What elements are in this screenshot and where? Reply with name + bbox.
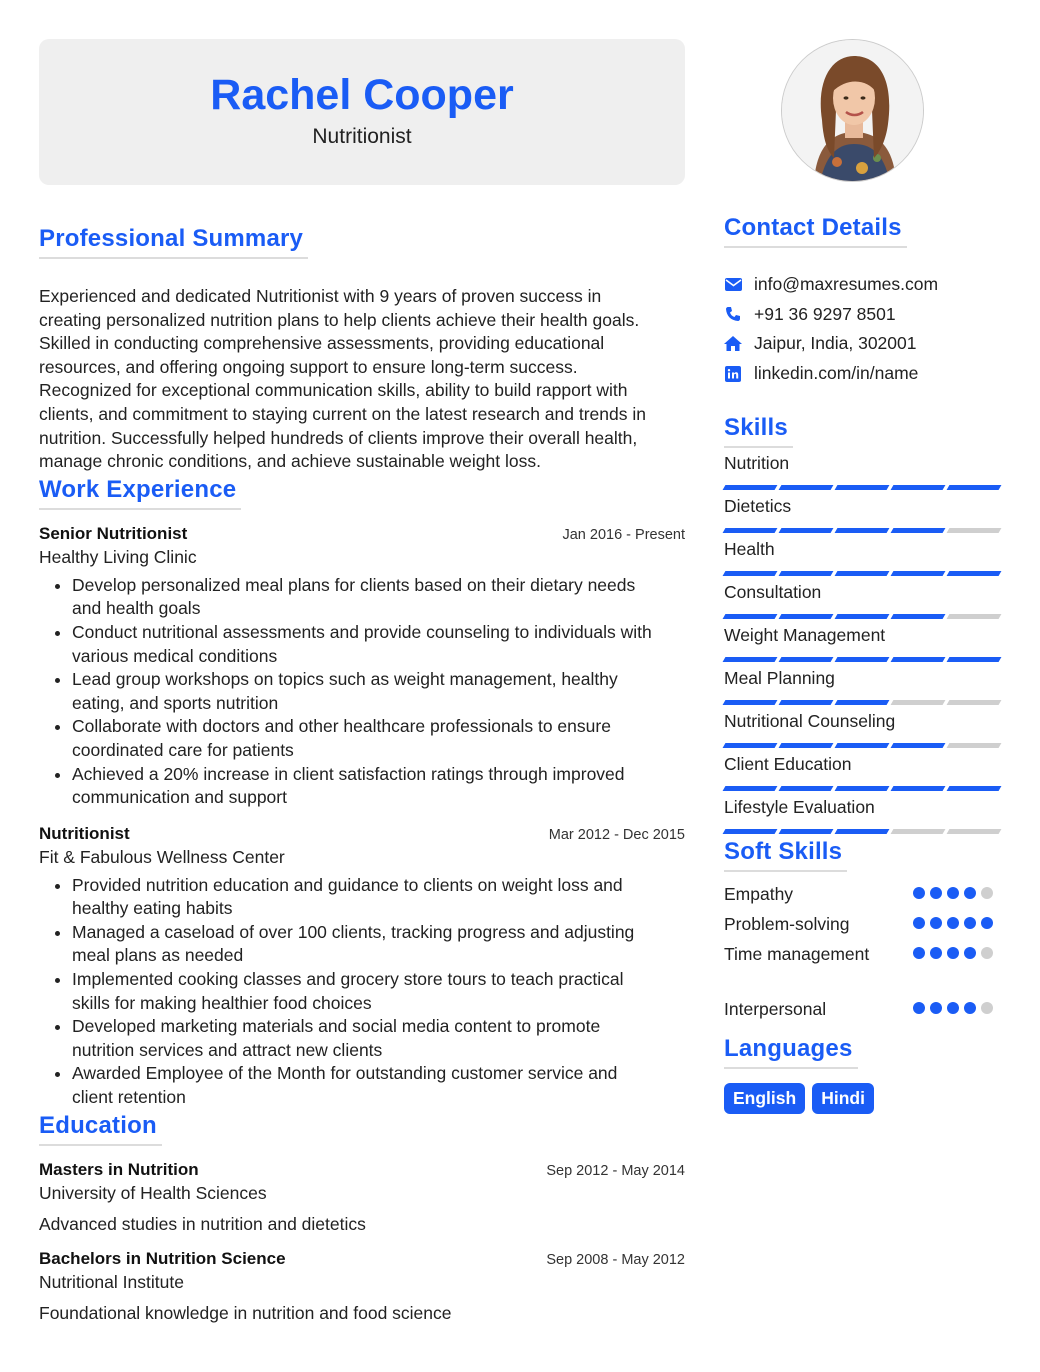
education-date: Sep 2012 - May 2014 <box>546 1162 685 1179</box>
skill-level-segment <box>779 528 834 533</box>
skill-level-segment <box>891 829 946 834</box>
contact-address-text: Jaipur, India, 302001 <box>754 333 917 354</box>
bullet-line: communication and support <box>72 787 287 808</box>
skill-row <box>724 624 1000 667</box>
bullet-line: • Achieved a 20% increase in client satisfaction ratings through improved <box>72 763 625 784</box>
summary-line: creating personalized nutrition plans to help clients achieve their health goals. <box>39 309 640 330</box>
soft-skill-rating <box>913 1002 993 1014</box>
soft-skill-name: Problem-solving <box>724 914 850 935</box>
skill-level-segment <box>779 743 834 748</box>
skill-level-segment <box>891 786 946 791</box>
skill-level-segment <box>723 700 778 705</box>
education-entry <box>39 1160 685 1235</box>
rating-dot <box>964 917 976 929</box>
skill-level-segment <box>835 829 890 834</box>
skill-level-segment <box>891 485 946 490</box>
skill-level-segment <box>779 614 834 619</box>
bullet-line: • Collaborate with doctors and other healthcare professionals to ensure <box>72 716 611 737</box>
rating-dot <box>981 917 993 929</box>
skill-level-segment <box>835 786 890 791</box>
skill-row <box>724 796 1000 839</box>
list-item <box>72 968 685 1015</box>
skill-level-segment <box>947 829 1002 834</box>
summary-line: resources, and offering ongoing support to ensure long-term success. <box>39 356 578 377</box>
skill-level-segment <box>835 743 890 748</box>
skill-level-segment <box>891 571 946 576</box>
job-entry <box>39 524 685 810</box>
job-bullets <box>39 574 685 810</box>
skill-level-segment <box>723 743 778 748</box>
skill-row <box>724 538 1000 581</box>
bullet-line: and health goals <box>72 598 201 619</box>
summary-line: Skilled in conducting comprehensive assessments, providing educational <box>39 333 605 354</box>
rating-dot <box>947 887 959 899</box>
rating-dot <box>930 1002 942 1014</box>
skill-name: Meal Planning <box>724 668 835 689</box>
soft-skill-row <box>724 999 1000 1035</box>
skill-level-segment <box>947 528 1002 533</box>
skill-level-segment <box>779 571 834 576</box>
education-entry <box>39 1249 685 1324</box>
job-title: Senior Nutritionist <box>39 523 188 543</box>
skill-level-bar <box>724 528 1000 533</box>
skill-row <box>724 667 1000 710</box>
education-description: Advanced studies in nutrition and dietetics <box>39 1213 366 1234</box>
summary-line: Recognized for exceptional communication skills, ability to build rapport with <box>39 380 628 401</box>
bullet-line: eating, and sports nutrition <box>72 692 279 713</box>
job-date: Mar 2012 - Dec 2015 <box>548 826 685 843</box>
skill-level-bar <box>724 743 1000 748</box>
list-item <box>72 1015 685 1062</box>
rating-dot <box>913 887 925 899</box>
skill-level-segment <box>835 528 890 533</box>
bullet-line: • Developed marketing materials and social media content to promote <box>72 1016 601 1037</box>
skill-row <box>724 581 1000 624</box>
soft-skill-name: Time management <box>724 944 870 965</box>
bullet-line: coordinated care for patients <box>72 739 294 760</box>
rating-dot <box>930 917 942 929</box>
soft-skill-rating <box>913 947 993 959</box>
skill-level-segment <box>947 657 1002 662</box>
list-item <box>72 621 685 668</box>
job-company: Fit & Fabulous Wellness Center <box>39 846 285 867</box>
skill-level-segment <box>835 700 890 705</box>
candidate-role: Nutritionist <box>312 125 412 148</box>
bullet-line: skills for making healthier food choices <box>72 992 372 1013</box>
soft-skills-list <box>724 884 1000 1035</box>
bullet-line: nutrition services and attract new clients <box>72 1039 383 1060</box>
professional-summary <box>39 285 685 474</box>
bullet-line: various medical conditions <box>72 645 278 666</box>
skill-level-bar <box>724 485 1000 490</box>
section-title-education: Education <box>39 1112 162 1146</box>
skill-level-segment <box>947 786 1002 791</box>
skill-level-segment <box>835 571 890 576</box>
contact-phone-text: +91 36 9297 8501 <box>754 303 896 324</box>
soft-skill-row <box>724 944 1000 999</box>
languages-list <box>724 1083 1000 1114</box>
job-date: Jan 2016 - Present <box>562 526 685 543</box>
school-name: University of Health Sciences <box>39 1182 267 1203</box>
degree-title: Bachelors in Nutrition Science <box>39 1248 286 1268</box>
skill-level-segment <box>723 571 778 576</box>
contact-email-text: info@maxresumes.com <box>754 274 939 295</box>
skill-name: Nutritional Counseling <box>724 711 896 732</box>
soft-skill-row <box>724 914 1000 944</box>
soft-skill-row <box>724 884 1000 914</box>
contact-phone[interactable] <box>724 300 1000 330</box>
language-badge: English <box>724 1083 805 1114</box>
soft-skill-name: Interpersonal <box>724 999 827 1020</box>
summary-line: nutrition. Successfully helped hundreds of clients improve their overall health, <box>39 427 638 448</box>
skill-level-segment <box>723 829 778 834</box>
job-company: Healthy Living Clinic <box>39 546 197 567</box>
list-item <box>72 574 685 621</box>
skill-level-segment <box>779 700 834 705</box>
rating-dot <box>947 917 959 929</box>
job-entry <box>39 824 685 1110</box>
skill-level-segment <box>891 700 946 705</box>
skill-name: Consultation <box>724 582 822 603</box>
rating-dot <box>964 947 976 959</box>
summary-line: manage chronic conditions, and achieve sustainable weight loss. <box>39 451 541 472</box>
rating-dot <box>981 887 993 899</box>
skill-level-segment <box>947 743 1002 748</box>
profile-photo <box>781 39 924 182</box>
skill-level-segment <box>779 485 834 490</box>
skill-level-bar <box>724 829 1000 834</box>
skills-list <box>724 452 1000 839</box>
list-item <box>72 1062 685 1109</box>
rating-dot <box>964 887 976 899</box>
rating-dot <box>930 947 942 959</box>
summary-line: clients, and commitment to staying current on the latest research and trends in <box>39 403 646 424</box>
skill-level-segment <box>891 614 946 619</box>
skill-level-bar <box>724 614 1000 619</box>
list-item <box>72 921 685 968</box>
contact-email[interactable] <box>724 270 1000 300</box>
rating-dot <box>947 947 959 959</box>
skill-level-bar <box>724 657 1000 662</box>
bullet-line: • Lead group workshops on topics such as weight management, healthy <box>72 669 618 690</box>
envelope-icon <box>724 276 742 294</box>
skill-level-segment <box>947 700 1002 705</box>
skill-level-bar <box>724 571 1000 576</box>
list-item <box>72 715 685 762</box>
rating-dot <box>930 887 942 899</box>
bullet-line: meal plans as needed <box>72 945 244 966</box>
soft-skill-rating <box>913 887 993 899</box>
bullet-line: • Conduct nutritional assessments and provide counseling to individuals with <box>72 621 652 642</box>
education-description: Foundational knowledge in nutrition and food science <box>39 1302 452 1323</box>
skill-level-segment <box>723 485 778 490</box>
section-title-soft-skills: Soft Skills <box>724 838 847 872</box>
skill-level-bar <box>724 700 1000 705</box>
soft-skill-name: Empathy <box>724 884 794 905</box>
bullet-line: • Implemented cooking classes and grocery store tours to teach practical <box>72 969 624 990</box>
contact-address <box>724 329 1000 359</box>
bullet-line: • Managed a caseload of over 100 clients, tracking progress and adjusting <box>72 921 635 942</box>
skill-level-segment <box>947 571 1002 576</box>
bullet-line: healthy eating habits <box>72 898 233 919</box>
contact-linkedin[interactable] <box>724 359 1000 389</box>
section-title-work: Work Experience <box>39 476 241 510</box>
skill-level-segment <box>723 614 778 619</box>
skill-level-segment <box>947 485 1002 490</box>
home-icon <box>724 335 742 353</box>
header-card <box>39 39 685 185</box>
sidebar-column <box>724 214 1000 1114</box>
list-item <box>72 874 685 921</box>
rating-dot <box>913 1002 925 1014</box>
skill-level-segment <box>947 614 1002 619</box>
contact-list <box>724 270 1000 388</box>
skill-row <box>724 452 1000 495</box>
skill-name: Weight Management <box>724 625 886 646</box>
bullet-line: • Provided nutrition education and guidance to clients on weight loss and <box>72 874 623 895</box>
soft-skill-rating <box>913 917 993 929</box>
skill-level-segment <box>835 614 890 619</box>
skill-level-segment <box>779 657 834 662</box>
skill-level-segment <box>891 743 946 748</box>
skill-level-segment <box>723 786 778 791</box>
profile-photo-illustration <box>782 40 924 182</box>
skill-level-segment <box>723 657 778 662</box>
section-title-summary: Professional Summary <box>39 225 308 259</box>
list-item <box>72 668 685 715</box>
skill-name: Dietetics <box>724 496 792 517</box>
skill-level-segment <box>891 528 946 533</box>
section-title-languages: Languages <box>724 1035 858 1069</box>
bullet-line: • Develop personalized meal plans for clients based on their dietary needs <box>72 574 636 595</box>
school-name: Nutritional Institute <box>39 1271 184 1292</box>
skill-row <box>724 753 1000 796</box>
skill-level-segment <box>779 786 834 791</box>
rating-dot <box>964 1002 976 1014</box>
language-badge: Hindi <box>812 1083 874 1114</box>
rating-dot <box>981 1002 993 1014</box>
skill-row <box>724 710 1000 753</box>
main-column <box>39 225 685 1324</box>
phone-icon <box>724 305 742 323</box>
skill-name: Client Education <box>724 754 852 775</box>
skill-row <box>724 495 1000 538</box>
education-date: Sep 2008 - May 2012 <box>546 1251 685 1268</box>
skill-level-segment <box>723 528 778 533</box>
job-title: Nutritionist <box>39 823 130 843</box>
rating-dot <box>913 947 925 959</box>
skill-level-segment <box>891 657 946 662</box>
rating-dot <box>913 917 925 929</box>
skill-level-bar <box>724 786 1000 791</box>
skill-level-segment <box>835 485 890 490</box>
contact-linkedin-text: linkedin.com/in/name <box>754 363 919 384</box>
skill-name: Health <box>724 539 775 560</box>
rating-dot <box>947 1002 959 1014</box>
list-item <box>72 763 685 810</box>
skill-level-segment <box>835 657 890 662</box>
summary-line: Experienced and dedicated Nutritionist with 9 years of proven success in <box>39 286 602 306</box>
degree-title: Masters in Nutrition <box>39 1159 199 1179</box>
bullet-line: client retention <box>72 1087 186 1108</box>
section-title-contact: Contact Details <box>724 214 907 248</box>
section-title-skills: Skills <box>724 414 793 448</box>
job-bullets <box>39 874 685 1110</box>
linkedin-icon <box>724 365 742 383</box>
rating-dot <box>981 947 993 959</box>
skill-name: Lifestyle Evaluation <box>724 797 875 818</box>
bullet-line: • Awarded Employee of the Month for outstanding customer service and <box>72 1063 618 1084</box>
skill-name: Nutrition <box>724 453 790 474</box>
candidate-name: Rachel Cooper <box>210 71 514 119</box>
skill-level-segment <box>779 829 834 834</box>
